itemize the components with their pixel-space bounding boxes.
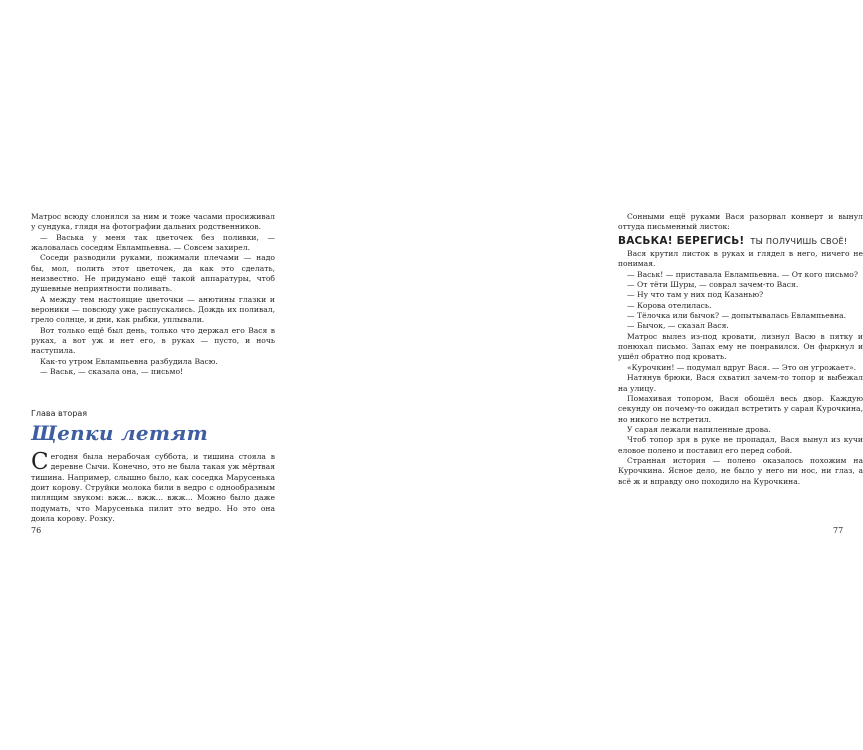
handwritten-warning: ВАСЬКА! БЕРЕГИСЬ! bbox=[618, 234, 745, 247]
paragraph: — Ну что там у них под Казанью? bbox=[627, 290, 764, 300]
paragraph: — Васьк, — сказала она, — письмо! bbox=[40, 367, 184, 377]
handwritten-note bbox=[618, 236, 863, 246]
paragraph: Как-то утром Евлампьевна разбудила Васю. bbox=[40, 356, 218, 366]
paragraph: Сонными ещё руками Вася разорвал конверт и вынул оттуда письменный листок: bbox=[618, 212, 863, 232]
paragraph: Странная история — полено оказалось похожим на Курочкина. Ясное дело, не было у него ни нос, ни глаз, а всё ж и вправду оно походило на Курочкина. bbox=[618, 455, 863, 486]
paragraph: — Васька у меня так цветочек без поливки, — жаловалась соседям Евлампьевна. — Совсем захирел. bbox=[31, 232, 275, 253]
page-number-right: 77 bbox=[833, 526, 844, 535]
right-page bbox=[300, 0, 863, 750]
paragraph: Вот только ещё был день, только что держал его Вася в руках, а вот уж и нет его, в руках — пусто, и ночь наступила. bbox=[31, 325, 275, 356]
handwritten-threat: ТЫ ПОЛУЧИШЬ СВОЁ! bbox=[750, 235, 848, 246]
paragraph: Натянув брюки, Вася схватил зачем-то топор и выбежал на улицу. bbox=[618, 373, 863, 393]
paragraph: — Корова отелилась. bbox=[627, 300, 712, 310]
paragraph: «Курочкин! — подумал вдруг Вася. — Это он угрожает». bbox=[627, 362, 857, 372]
paragraph: — Тёлочка или бычок? — допытывалась Евлампьевна. bbox=[627, 311, 847, 321]
paragraph: — От тёти Шуры, — соврал зачем-то Вася. bbox=[627, 280, 799, 290]
paragraph: Матрос вылез из-под кровати, лизнул Васю в пятку и понюхал письмо. Запах ему не понравился. Он фыркнул и ушёл обратно под кровать. bbox=[618, 331, 863, 362]
chapter-paragraph-text: егодня была нерабочая суббота, и тишина стояла в деревне Сычи. Конечно, это не была такая уж мёртвая тишина. Например, слышно было, как соседка Марусенька доит корову. Струйки молока били в ведро с однообразным пилящим звуком: вжж... вжж... вжж... Можно было даже подумать, что Марусенька пилит это ведро. Но это она доила корову. Розку. bbox=[31, 452, 275, 524]
page-number-left: 76 bbox=[31, 526, 42, 535]
chapter-title: Щепки летят bbox=[31, 421, 209, 445]
drop-cap: С bbox=[31, 449, 49, 475]
chapter-label: Глава вторая bbox=[31, 409, 88, 418]
paragraph: А между тем настоящие цветочки — анютины глазки и вероники — повсюду уже распускались. Дождь их поливал, грело солнце, и дни, как рыбки, уплывали. bbox=[31, 294, 275, 325]
paragraph: Соседи разводили руками, пожимали плечами — надо бы, мол, полить этот цветочек, да как это сделать, неизвестно. Не придумано ещё такой аппаратуры, чтоб душевные неприятности поливать. bbox=[31, 253, 275, 294]
paragraph: У сарая лежали напиленные дрова. bbox=[627, 424, 771, 434]
chapter-paragraph bbox=[31, 449, 275, 524]
paragraph: — Бычок, — сказал Вася. bbox=[627, 321, 729, 331]
left-page bbox=[0, 0, 300, 750]
paragraph: — Васьк! — приставала Евлампьевна. — От кого письмо? bbox=[627, 269, 858, 279]
paragraph: Вася крутил листок в руках и глядел в него, ничего не понимая. bbox=[618, 249, 863, 269]
left-page-text bbox=[31, 212, 275, 378]
paragraph: Помахивая топором, Вася обошёл весь двор. Каждую секунду он почему-то ожидал встретить у сарая Курочкина, но никого не встретил. bbox=[618, 393, 863, 424]
chapter-opening-text bbox=[31, 449, 275, 524]
paragraph: Чтоб топор зря в руке не пропадал, Вася вынул из кучи еловое полено и поставил его перед собой. bbox=[618, 435, 863, 455]
right-page-text bbox=[618, 212, 863, 487]
paragraph: Матрос всюду слонялся за ним и тоже часами просиживал у сундука, глядя на фотографии дальних родственников. bbox=[31, 212, 275, 232]
